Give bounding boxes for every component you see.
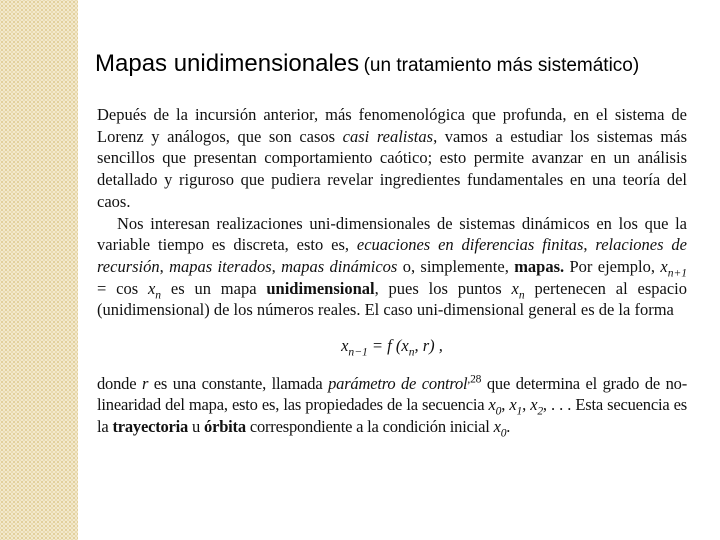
footnote-ref: ,28 bbox=[467, 373, 482, 386]
decorative-side-band bbox=[0, 0, 78, 540]
slide-title bbox=[95, 50, 639, 78]
text-run: Depués de la incursión anterior, más fenomenológica que profunda, en el sistema de Lorenz y análogos, que son casos bbox=[97, 105, 687, 146]
math-subscript: n bbox=[155, 288, 162, 301]
italic-term: mapas iterados bbox=[169, 256, 272, 276]
math-subscript: n bbox=[518, 288, 525, 301]
math-var: x bbox=[511, 278, 519, 298]
italic-term: ecuaciones en diferencias finitas bbox=[356, 235, 584, 255]
math-var: x bbox=[147, 278, 156, 298]
text-run: , bbox=[271, 256, 282, 276]
italic-term: casi realistas bbox=[342, 126, 434, 146]
text-run: , . . . bbox=[542, 395, 572, 415]
math-expression: = f (x bbox=[367, 336, 409, 356]
italic-term: mapas dinámicos bbox=[281, 256, 398, 276]
math-x2 bbox=[530, 395, 543, 418]
text-run: , bbox=[522, 395, 531, 415]
title-main: Mapas unidimensionales bbox=[95, 50, 360, 77]
math-var: x bbox=[341, 336, 349, 356]
math-x0 bbox=[488, 395, 502, 418]
math-var: x bbox=[509, 395, 517, 415]
italic-term: parámetro de control bbox=[328, 373, 468, 393]
math-x0 bbox=[493, 417, 507, 440]
math-x1 bbox=[509, 395, 523, 418]
math-var: r bbox=[141, 373, 149, 393]
text-run: , pues los puntos bbox=[374, 278, 512, 298]
text-run: donde bbox=[97, 373, 142, 393]
text-run: Nos interesan realizaciones uni-dimensionales de sistemas dinámicos en los que la variable tiempo es discreta, esto es, bbox=[97, 213, 687, 255]
text-run: . bbox=[506, 417, 511, 437]
bold-term: unidimensional bbox=[266, 278, 375, 298]
equation-general-map bbox=[97, 335, 687, 357]
text-excerpt bbox=[97, 104, 687, 438]
text-run: , bbox=[583, 235, 596, 255]
math-subscript: n−1 bbox=[348, 346, 368, 359]
text-run: , bbox=[159, 256, 170, 276]
math-var: x bbox=[488, 395, 496, 415]
bold-term: trayectoria bbox=[112, 417, 189, 437]
math-x-n bbox=[147, 278, 162, 301]
math-subscript: n bbox=[408, 346, 415, 359]
text-run: es una constante, llamada bbox=[148, 373, 329, 393]
paragraph-3 bbox=[97, 373, 687, 438]
math-subscript: 1 bbox=[516, 405, 523, 418]
text-run: que determina el grado de no-linearidad del mapa, esto es, las propiedades de la secuencia bbox=[97, 373, 688, 415]
paragraph-2 bbox=[97, 213, 687, 322]
text-run: , bbox=[501, 395, 510, 415]
text-run: , vamos a estudiar los sistemas más sencillos que presentan comportamiento caótico; esto permite avanzar en un análisis detallado y riguroso que pudiera revelar ingredientes fundamentales en una teoría del caos. bbox=[97, 126, 688, 211]
bold-term: órbita bbox=[204, 417, 246, 437]
text-run: u bbox=[188, 417, 205, 437]
text-run: = cos bbox=[97, 278, 148, 298]
text-run: pertenecen al espacio (unidimensional) de los números reales. El caso uni-dimensional general es de la forma bbox=[97, 278, 687, 320]
math-subscript: 0 bbox=[500, 427, 507, 440]
math-x-n bbox=[511, 278, 525, 301]
math-var: x bbox=[493, 417, 501, 437]
text-run: Esta secuencia es la bbox=[97, 395, 688, 437]
paragraph-1 bbox=[97, 104, 687, 213]
italic-term: relaciones de recursión bbox=[97, 235, 687, 276]
text-run: es un mapa bbox=[161, 278, 267, 298]
math-var: x bbox=[660, 256, 668, 276]
math-expression: , r) , bbox=[414, 336, 443, 356]
math-subscript: 2 bbox=[537, 405, 543, 418]
math-x-n-plus-1 bbox=[660, 256, 688, 280]
math-subscript: n+1 bbox=[667, 267, 688, 280]
text-run: Por ejemplo, bbox=[564, 256, 661, 276]
bold-term: mapas. bbox=[514, 256, 565, 276]
math-subscript: 0 bbox=[495, 405, 502, 418]
text-run: correspondiente a la condición inicial bbox=[245, 417, 494, 437]
math-var: x bbox=[530, 395, 538, 415]
title-subtitle: (un tratamiento más sistemático) bbox=[363, 55, 640, 76]
text-run: o, simplemente, bbox=[397, 256, 515, 276]
